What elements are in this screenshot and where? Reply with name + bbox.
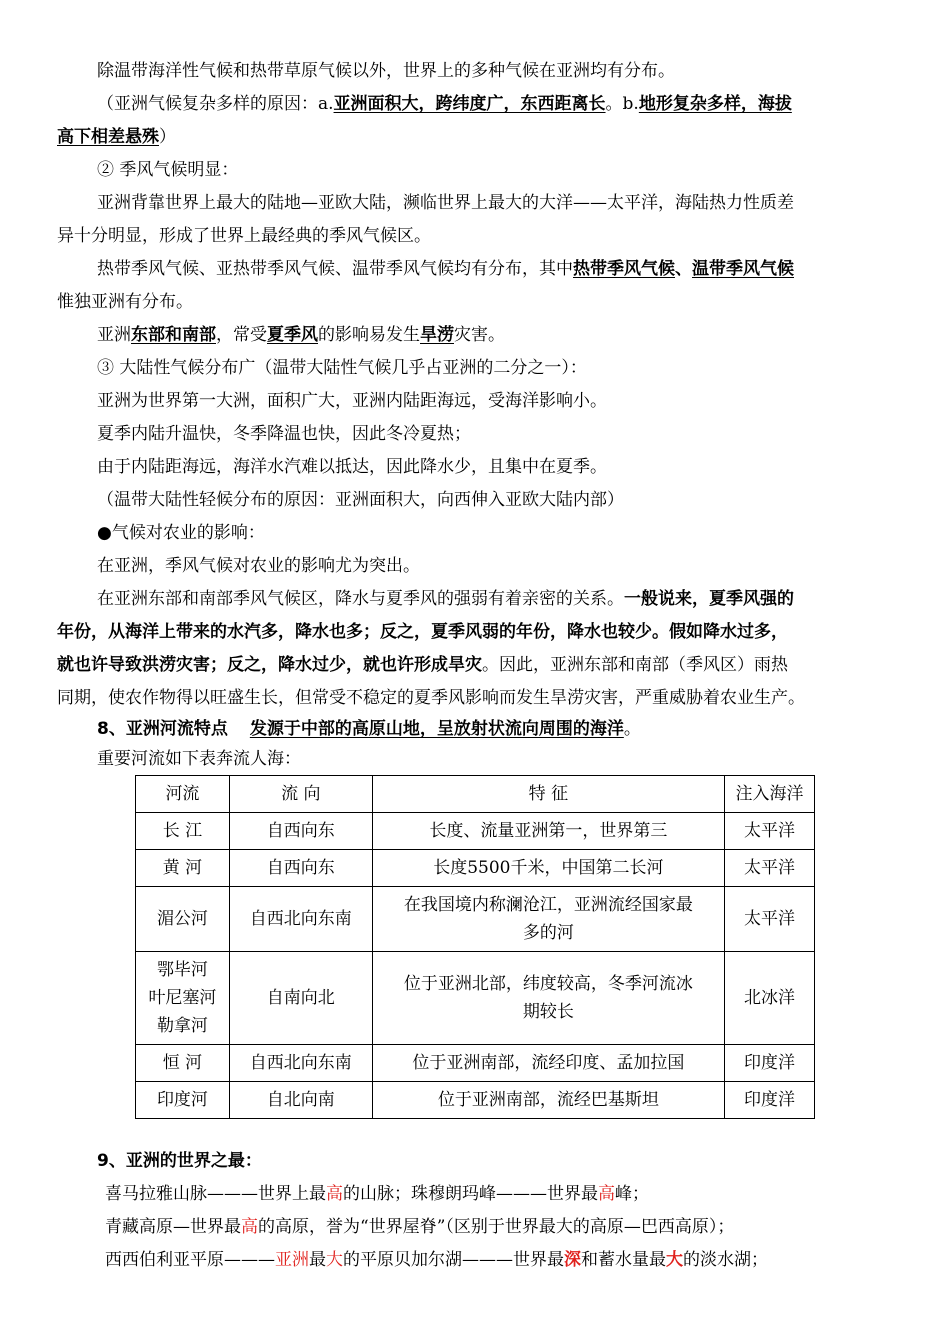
flow-direction-cell: 自北向南 bbox=[229, 1082, 372, 1119]
text: 由于内陆距海远，海洋水汽难以抵达，因此降水少，且集中在夏季。 bbox=[97, 457, 607, 477]
section-title: 9、亚洲的世界之最： bbox=[97, 1151, 262, 1171]
feature-text: 多的河 bbox=[522, 923, 574, 943]
river-name: 叶尼塞河 bbox=[148, 988, 217, 1008]
reason-a: 亚洲面积大，跨纬度广，东西距离长 bbox=[333, 94, 606, 114]
section-title: 8、亚洲河流特点 bbox=[97, 719, 228, 739]
text: 最 bbox=[309, 1250, 326, 1270]
emphasis: 夏季风 bbox=[267, 325, 318, 345]
river-name: 湄公河 bbox=[156, 909, 208, 929]
text: （温带大陆性轻候分布的原因：亚洲面积大，向西伸入亚欧大陆内部） bbox=[97, 490, 624, 510]
records-line-1 bbox=[105, 1183, 649, 1205]
text: 在亚洲，季风气候对农业的影响尤为突出。 bbox=[97, 556, 420, 576]
paragraph-climate-reasons bbox=[97, 93, 792, 115]
paragraph-monsoon-1-cont bbox=[57, 225, 431, 247]
flow-direction-cell: 自西向东 bbox=[229, 813, 372, 850]
text: ② 季风气候明显： bbox=[97, 160, 239, 180]
text: ） bbox=[159, 127, 176, 147]
emphasis: 旱涝 bbox=[420, 325, 454, 345]
text: 的影响易发生 bbox=[318, 325, 420, 345]
table-row bbox=[136, 887, 815, 952]
highlight: 高 bbox=[241, 1217, 258, 1237]
emphasis: 热带季风气候 bbox=[573, 259, 675, 279]
emphasis: 温带季风气候 bbox=[692, 259, 794, 279]
emphasis: 发源于中部的高原山地，呈放射状流向周围的海洋 bbox=[249, 719, 624, 739]
ocean-cell: 太平洋 bbox=[725, 887, 815, 952]
river-name: 黄 河 bbox=[162, 858, 203, 878]
paragraph-continental-4 bbox=[97, 489, 624, 511]
highlight: 亚洲 bbox=[275, 1250, 309, 1270]
text: 同期，使农作物得以旺盛生长，但常受不稳定的夏季风影响而发生旱涝灾害，严重威胁着农业生产。 bbox=[57, 688, 805, 708]
text: 热带季风气候、亚热带季风气候、温带季风气候均有分布，其中 bbox=[97, 259, 573, 279]
text: 。 bbox=[623, 719, 641, 739]
flow-direction-cell: 自西向东 bbox=[229, 850, 372, 887]
text: 除温带海洋性气候和热带草原气候以外，世界上的多种气候在亚洲均有分布。 bbox=[97, 61, 675, 81]
section-8-heading bbox=[97, 718, 641, 740]
text: 峰； bbox=[615, 1184, 649, 1204]
heading-continental bbox=[97, 357, 587, 379]
reason-b-cont: 高下相差悬殊 bbox=[57, 127, 159, 147]
text: ③ 大陆性气候分布广（温带大陆性气候几乎占亚洲的二分之一）： bbox=[97, 358, 587, 378]
river-name: 恒 河 bbox=[162, 1053, 203, 1073]
flow-direction-cell: 自西北向东南 bbox=[229, 1045, 372, 1082]
ocean-cell: 北冰洋 bbox=[725, 952, 815, 1045]
text: 和蓄水量最 bbox=[581, 1250, 666, 1270]
table-header-cell: 河流 bbox=[136, 776, 230, 813]
heading-agriculture bbox=[97, 522, 265, 544]
feature-cell bbox=[372, 813, 724, 850]
river-name: 鄂毕河 bbox=[156, 960, 208, 980]
text: 。b. bbox=[605, 94, 639, 114]
feature-text: 位于亚洲北部，纬度较高，冬季河流冰 bbox=[403, 974, 693, 994]
river-name-cell bbox=[136, 850, 230, 887]
feature-cell bbox=[372, 952, 724, 1045]
ocean-cell: 太平洋 bbox=[725, 850, 815, 887]
feature-text: 位于亚洲南部，流经巴基斯坦 bbox=[437, 1090, 659, 1110]
feature-cell bbox=[372, 1082, 724, 1119]
text: 的山脉；珠穆朗玛峰———世界最 bbox=[343, 1184, 598, 1204]
table-row bbox=[136, 850, 815, 887]
emphasis: 年份，从海洋上带来的水汽多，降水也多；反之，夏季风弱的年份，降水也较少。假如降水过多， bbox=[57, 622, 788, 642]
river-name-cell bbox=[136, 813, 230, 850]
records-line-3 bbox=[105, 1249, 768, 1271]
paragraph-climate-reasons-cont bbox=[57, 126, 176, 148]
paragraph-continental-2 bbox=[97, 423, 471, 445]
river-name-cell bbox=[136, 1045, 230, 1082]
paragraph-monsoon-2 bbox=[97, 258, 794, 280]
text: 的平原贝加尔湖———世界最 bbox=[343, 1250, 564, 1270]
text: 重要河流如下表奔流人海： bbox=[97, 749, 301, 769]
feature-cell bbox=[372, 850, 724, 887]
table-row bbox=[136, 813, 815, 850]
text: 的淡水湖； bbox=[683, 1250, 768, 1270]
text: 灾害。 bbox=[454, 325, 505, 345]
text: 亚洲 bbox=[97, 325, 131, 345]
highlight: 高 bbox=[326, 1184, 343, 1204]
text: 惟独亚洲有分布。 bbox=[57, 292, 193, 312]
ocean-cell: 太平洋 bbox=[725, 813, 815, 850]
table-header-cell: 流 向 bbox=[229, 776, 372, 813]
feature-text: 长度5500千米，中国第二长河 bbox=[433, 858, 664, 878]
text: ，常受 bbox=[216, 325, 267, 345]
text: ●气候对农业的影响： bbox=[97, 523, 265, 543]
paragraph-monsoon-2-cont bbox=[57, 291, 193, 313]
text: 。因此，亚洲东部和南部（季风区）雨热 bbox=[482, 655, 788, 675]
river-name-cell bbox=[136, 952, 230, 1045]
highlight: 大 bbox=[666, 1250, 683, 1270]
river-name: 长 江 bbox=[162, 821, 203, 841]
records-line-2 bbox=[105, 1216, 734, 1238]
highlight: 高 bbox=[598, 1184, 615, 1204]
text: 的高原，誉为“世界屋脊”（区别于世界最大的高原—巴西高原）； bbox=[258, 1217, 735, 1237]
ocean-cell: 印度洋 bbox=[725, 1082, 815, 1119]
emphasis: 东部和南部 bbox=[131, 325, 216, 345]
rivers-table-body bbox=[136, 776, 815, 1119]
emphasis: 一般说来，夏季风强的 bbox=[624, 589, 794, 609]
ocean-cell: 印度洋 bbox=[725, 1045, 815, 1082]
table-header-cell: 注入海洋 bbox=[725, 776, 815, 813]
text: （亚洲气候复杂多样的原因：a. bbox=[97, 94, 334, 114]
emphasis: 就也许导致洪涝灾害；反之，降水过少，就也许形成旱灾 bbox=[57, 655, 482, 675]
paragraph-agriculture-2-line3 bbox=[57, 654, 788, 676]
paragraph-agriculture-2 bbox=[97, 588, 794, 610]
paragraph-agriculture-2-line2 bbox=[57, 621, 788, 643]
paragraph-monsoon-3 bbox=[97, 324, 505, 346]
highlight: 大 bbox=[326, 1250, 343, 1270]
text: 喜马拉雅山脉———世界上最 bbox=[105, 1184, 326, 1204]
table-row bbox=[136, 952, 815, 1045]
river-name-cell bbox=[136, 887, 230, 952]
text: 亚洲为世界第一大洲，面积广大，亚洲内陆距海远，受海洋影响小。 bbox=[97, 391, 607, 411]
rivers-table bbox=[135, 775, 815, 1119]
paragraph-climate-types bbox=[97, 60, 675, 82]
text: 在亚洲东部和南部季风气候区，降水与夏季风的强弱有着亲密的关系。 bbox=[97, 589, 624, 609]
river-name: 印度河 bbox=[156, 1090, 208, 1110]
feature-text: 期较长 bbox=[522, 1002, 574, 1022]
flow-direction-cell: 自西北向东南 bbox=[229, 887, 372, 952]
reason-b: 地形复杂多样，海拔 bbox=[638, 94, 792, 114]
text: 亚洲背靠世界上最大的陆地—亚欧大陆，濒临世界上最大的大洋——太平洋，海陆热力性质差 bbox=[97, 193, 794, 213]
feature-text: 长度、流量亚洲第一，世界第三 bbox=[429, 821, 668, 841]
text: 西西伯利亚平原——— bbox=[105, 1250, 275, 1270]
river-name: 勒拿河 bbox=[156, 1016, 208, 1036]
highlight: 深 bbox=[564, 1250, 581, 1270]
text: 、 bbox=[675, 259, 692, 279]
table-header-row bbox=[136, 776, 815, 813]
table-row bbox=[136, 1045, 815, 1082]
flow-direction-cell: 自南向北 bbox=[229, 952, 372, 1045]
text: 异十分明显，形成了世界上最经典的季风气候区。 bbox=[57, 226, 431, 246]
feature-text: 位于亚洲南部，流经印度、孟加拉国 bbox=[412, 1053, 685, 1073]
text: 青藏高原—世界最 bbox=[105, 1217, 241, 1237]
section-9-heading bbox=[97, 1150, 262, 1172]
heading-monsoon bbox=[97, 159, 238, 181]
table-header-cell: 特 征 bbox=[372, 776, 724, 813]
paragraph-agriculture-1 bbox=[97, 555, 420, 577]
text: 夏季内陆升温快，冬季降温也快，因此冬冷夏热； bbox=[97, 424, 471, 444]
paragraph-continental-3 bbox=[97, 456, 607, 478]
table-row bbox=[136, 1082, 815, 1119]
table-intro bbox=[97, 748, 301, 770]
feature-cell bbox=[372, 1045, 724, 1082]
paragraph-continental-1 bbox=[97, 390, 607, 412]
river-name-cell bbox=[136, 1082, 230, 1119]
feature-cell bbox=[372, 887, 724, 952]
paragraph-monsoon-1 bbox=[97, 192, 794, 214]
paragraph-agriculture-2-line4 bbox=[57, 687, 805, 709]
feature-text: 在我国境内称澜沧江，亚洲流经国家最 bbox=[403, 895, 693, 915]
